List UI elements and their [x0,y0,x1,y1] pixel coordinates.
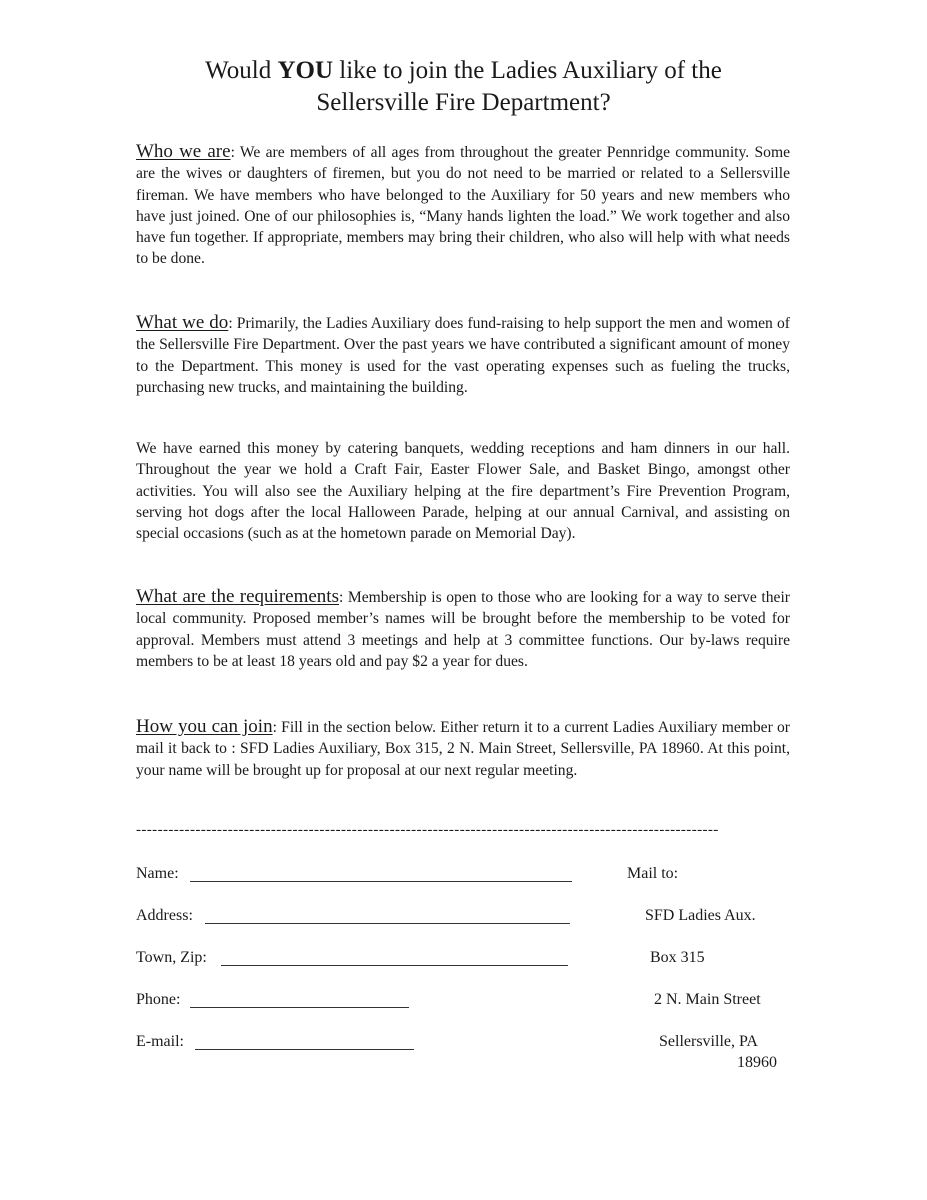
title-pre: Would [205,57,278,84]
cut-line-separator: ------------------------------------------------------------------------------------------------------------ [136,822,719,838]
name-field[interactable] [190,881,572,882]
name-label: Name: [136,865,179,882]
mail-to-label: Mail to: [627,865,679,882]
phone-label: Phone: [136,991,181,1008]
earned-money-section [136,438,790,544]
mail-to-line-5: 18960 [737,1054,777,1071]
mail-to-line-1: SFD Ladies Aux. [645,907,756,924]
town-zip-label: Town, Zip: [136,949,207,966]
who-we-are-section [136,141,790,270]
requirements-text: : Membership is open to those who are looking for a way to serve their local community. Proposed member’s names will be brought before the membership to be voted for approval. Members must attend 3 meetings and help at 3 committee functions. Our by-laws require members to be at least 18 years old and pay $2 a year for dues. [136,589,790,670]
title-post: like to join the Ladies Auxiliary of the [333,57,722,84]
title-line-2: Sellersville Fire Department? [316,89,611,116]
town-zip-field[interactable] [221,965,568,966]
page-title [100,55,827,119]
email-label: E-mail: [136,1033,184,1050]
email-field[interactable] [195,1049,414,1050]
mail-to-line-3: 2 N. Main Street [654,991,761,1008]
address-field[interactable] [205,923,570,924]
what-we-do-heading: What we do [136,312,229,333]
mail-to-line-2: Box 315 [650,949,705,966]
who-we-are-heading: Who we are [136,141,231,162]
requirements-heading: What are the requirements [136,586,339,607]
how-to-join-section [136,716,790,781]
requirements-section [136,586,790,672]
what-we-do-section [136,312,790,398]
earned-money-text: We have earned this money by catering banquets, wedding receptions and ham dinners in our hall. Throughout the year we hold a Craft Fair, Easter Flower Sale, and Basket Bingo, amongst other activities. You will also see the Auxiliary helping at the fire department’s Fire Prevention Program, serving hot dogs after the local Halloween Parade, helping at our annual Carnival, and assisting on special occasions (such as at the hometown parade on Memorial Day). [136,440,790,543]
title-emphasis: YOU [277,57,334,84]
address-label: Address: [136,907,193,924]
title-line-1 [100,55,827,87]
what-we-do-text: : Primarily, the Ladies Auxiliary does fund-raising to help support the men and women of the Sellersville Fire Department. Over the past years we have contributed a significant amount of money to the Department. This money is used for the vast operating expenses such as fueling the trucks, purchasing new trucks, and maintaining the building. [136,315,790,396]
how-to-join-heading: How you can join [136,716,273,737]
how-to-join-text: : Fill in the section below. Either return it to a current Ladies Auxiliary member or mail it back to : SFD Ladies Auxiliary, Box 315, 2 N. Main Street, Sellersville, PA 18960. At this point, your name will be brought up for proposal at our next regular meeting. [136,719,790,779]
who-we-are-text: : We are members of all ages from throughout the greater Pennridge community. Some are the wives or daughters of firemen, but you do not need to be married or related to a Sellersville fireman. We have members who have belonged to the Auxiliary for 50 years and new members who have just joined. One of our philosophies is, “Many hands lighten the load.” We work together and also have fun together. If appropriate, members may bring their children, who also will help with what needs to be done. [136,144,791,268]
phone-field[interactable] [190,1007,409,1008]
mail-to-line-4: Sellersville, PA [659,1033,758,1050]
